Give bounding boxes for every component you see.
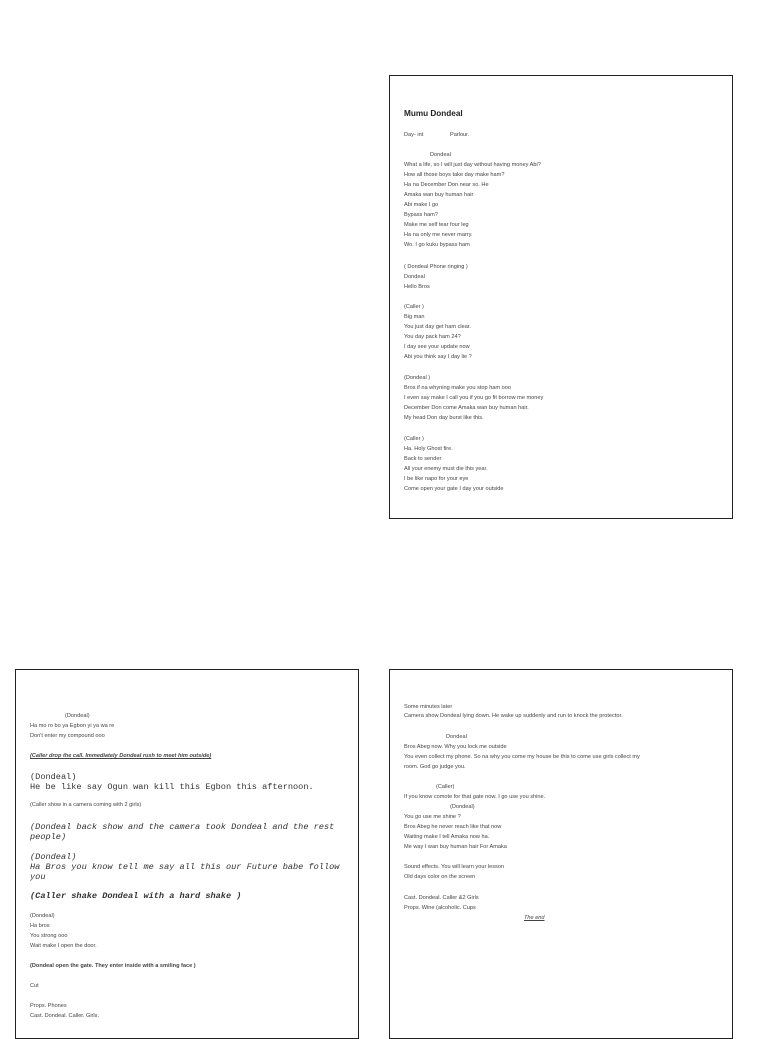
- dialogue-line: December Don come Amaka wan buy human hair.: [404, 405, 529, 411]
- dialogue-line: you: [30, 872, 46, 882]
- dialogue-line: Waiting make I tell Amaka now ha.: [404, 834, 490, 840]
- dialogue-line: Bypass ham?: [404, 212, 438, 218]
- dialogue-line: I even say make I call you if you go fit borrow me money: [404, 395, 544, 401]
- action-direction: (Caller drop the call. Immediately Dondeal rush to meet him outside): [30, 753, 212, 759]
- dialogue-line: Back to sender: [404, 456, 442, 462]
- stage-direction: (Caller show in a camera coming with 2 girls): [30, 802, 142, 808]
- speaker-label: (Caller ): [404, 436, 424, 442]
- speaker-label: Dondeal: [430, 152, 451, 158]
- dialogue-line: Bros Abeg he never reach like that now: [404, 824, 502, 830]
- stage-direction: Old days color on the screen: [404, 874, 476, 880]
- dialogue-line: Ha na December Don near so. He: [404, 182, 489, 188]
- stage-direction: ( Dondeal Phone ringing ): [404, 264, 468, 270]
- dialogue-line: Come open your gate I day your outside: [404, 486, 504, 492]
- speaker-label: (Dondeal): [450, 804, 475, 810]
- dialogue-line: If you know comote for that gate now. I go use you shine.: [404, 794, 546, 800]
- the-end-label: The end: [524, 915, 545, 921]
- stage-direction: (Dondeal back show and the camera took Dondeal and the rest: [30, 822, 335, 832]
- stage-direction: Sound effects. You will learn your lesson: [404, 864, 505, 870]
- dialogue-line: Ha bros: [30, 923, 50, 929]
- dialogue-line: I be like napo for your eye: [404, 476, 469, 482]
- cast-line: Cast. Dondeal. Caller &2 Girls: [404, 895, 479, 901]
- dialogue-line: Ha mo ro bo ya Egbon yi ya wa re: [30, 723, 115, 729]
- script-page-3: [389, 669, 733, 1039]
- action-direction: (Caller shake Dondeal with a hard shake ): [30, 891, 242, 901]
- dialogue-line: Big man: [404, 314, 425, 320]
- dialogue-line: Amaka wan buy human hair: [404, 192, 474, 198]
- script-page-1: [389, 75, 733, 519]
- speaker-label: (Dondeal): [30, 772, 77, 782]
- script-page-2: [15, 669, 359, 1039]
- dialogue-line: I day see your update now: [404, 344, 470, 350]
- dialogue-line: How all those boys take day make ham?: [404, 172, 505, 178]
- speaker-label: (Dondeal): [30, 852, 77, 862]
- dialogue-line: Wait make I open the door.: [30, 943, 97, 949]
- dialogue-line: room. God go judge you.: [404, 764, 466, 770]
- props-line: Props. Wine (alcoholic. Cups: [404, 905, 476, 911]
- dialogue-line: All your enemy must die this year.: [404, 466, 488, 472]
- dialogue-line: Hello Bros: [404, 284, 430, 290]
- speaker-label: (Caller ): [404, 304, 424, 310]
- props-line: Props. Phones: [30, 1003, 67, 1009]
- dialogue-line: What a life, so I will just day without having money Abi?: [404, 162, 541, 168]
- cast-line: Cast. Dondeal. Caller. Girls.: [30, 1013, 100, 1019]
- dialogue-line: Bros Abeg now. Why you lock me outside: [404, 744, 507, 750]
- dialogue-line: My head Don day burst like this.: [404, 415, 484, 421]
- stage-direction: people): [30, 832, 67, 842]
- dialogue-line: You day pack ham 24?: [404, 334, 461, 340]
- speaker-label: Dondeal: [404, 274, 425, 280]
- dialogue-line: You go use me shine ?: [404, 814, 461, 820]
- dialogue-line: Me way I wan buy human hair For Amaka: [404, 844, 507, 850]
- script-title: Mumu Dondeal: [404, 109, 463, 118]
- speaker-label: Dondeal: [446, 734, 467, 740]
- dialogue-line: Wo. I go kuku bypass ham: [404, 242, 470, 248]
- speaker-label: (Dondeal ): [404, 375, 431, 381]
- dialogue-line: You even collect my phone. So na why you come my house be this to come use girls collect my: [404, 754, 640, 760]
- speaker-label: (Dondeal): [65, 713, 90, 719]
- speaker-label: (Caller): [436, 784, 455, 790]
- dialogue-line: Abi make I go: [404, 202, 439, 208]
- dialogue-line: Ha. Holy Ghost fire.: [404, 446, 453, 452]
- dialogue-line: Ha Bros you know tell me say all this our Future babe follow: [30, 862, 340, 872]
- scene-day: Day- int: [404, 132, 424, 138]
- dialogue-line: Bros if na whyning make you stop ham ooo: [404, 385, 511, 391]
- dialogue-line: He be like say Ogun wan kill this Egbon this afternoon.: [30, 782, 314, 792]
- dialogue-line: Ha na only me never marry.: [404, 232, 473, 238]
- dialogue-line: You strong ooo: [30, 933, 68, 939]
- dialogue-line: Abi you think say I day lie ?: [404, 354, 472, 360]
- dialogue-line: Make me self tear four leg: [404, 222, 469, 228]
- speaker-label: (Dondeal): [30, 913, 55, 919]
- stage-direction: Some minutes later: [404, 704, 453, 710]
- dialogue-line: Don't enter my compound ooo: [30, 733, 105, 739]
- action-direction: (Dondeal open the gate. They enter inside with a smiling face ): [30, 963, 196, 969]
- stage-direction: Camera show Dondeal lying down. He wake up suddenly and run to knock the protector.: [404, 713, 623, 719]
- dialogue-line: You just day get ham clear.: [404, 324, 471, 330]
- scene-location: Parlour.: [450, 132, 470, 138]
- cut-label: Cut: [30, 983, 39, 989]
